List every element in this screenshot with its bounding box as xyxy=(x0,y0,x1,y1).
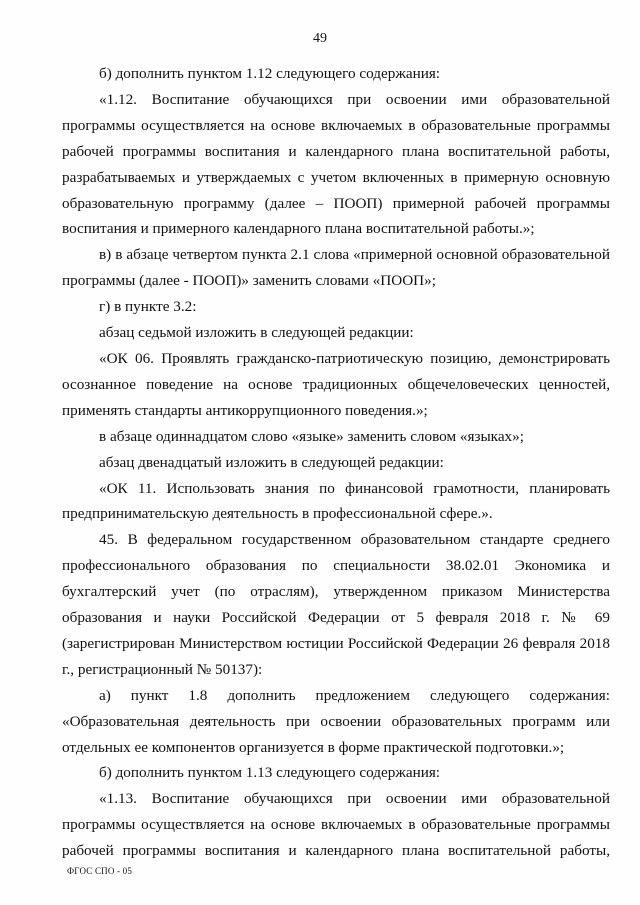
paragraph-seventh-abzac: абзац седьмой изложить в следующей редакции: xyxy=(99,324,414,342)
paragraph-b-clause-1-12: б) дополнить пунктом 1.12 следующего содержания: xyxy=(99,65,441,82)
paragraph-twelfth-abzac: абзац двенадцатый изложить в следующей редакции: xyxy=(99,453,444,471)
paragraph-b-clause-1-13: б) дополнить пунктом 1.13 следующего содержания: xyxy=(99,764,441,782)
page-number: 49 xyxy=(313,31,327,46)
paragraph-g-clause-3-2: г) в пункте 3.2: xyxy=(99,298,197,316)
document-body xyxy=(62,61,610,864)
paragraph-ok-06: «ОК 06. Проявлять гражданско-патриотическую позицию, демонстрировать осознанное поведение на основе традиционных общечеловеческих ценностей, применять стандарты антикоррупционного поведения.»; xyxy=(62,349,610,419)
paragraph-item-45: 45. В федеральном государственном образовательном стандарте среднего профессионального образования по специальности 38.02.01 Экономика и бухгалтерский учет (по отраслям), утвержденном приказом Министерства образования и науки Российской Федерации от 5 февраля 2018 г. № 69 (зарегистрирован Министерством юстиции Российской Федерации 26 февраля 2018 г., регистрационный № 50137): xyxy=(62,531,610,678)
paragraph-v-clause-2-1: в) в абзаце четвертом пункта 2.1 слова «примерной основной образовательной программы (далее - ПООП)» заменить словами «ПООП»; xyxy=(62,246,610,290)
paragraph-ok-11: «ОК 11. Использовать знания по финансовой грамотности, планировать предпринимательскую деятельность в профессиональной сфере.». xyxy=(62,479,610,523)
paragraph-a-clause-1-8: а) пункт 1.8 дополнить предложением следующего содержания: «Образовательная деятельность при освоении образовательных программ или отдельных ее компонентов организуется в форме практической подготовки.»; xyxy=(62,686,610,756)
paragraph-clause-1-12-text: «1.12. Воспитание обучающихся при освоении ими образовательной программы осуществляется на основе включаемых в образовательные программы рабочей программы воспитания и календарного плана воспитательной работы, разрабатываемых и утверждаемых с учетом включенных в примерную основную образовательную программу (далее – ПООП) примерной рабочей программы воспитания и примерного календарного плана воспитательной работы.»; xyxy=(62,90,610,238)
footer-code: ФГОС СПО - 05 xyxy=(67,866,133,876)
paragraph-clause-1-13-text: «1.13. Воспитание обучающихся при освоении ими образовательной программы осуществляется на основе включаемых в образовательные программы рабочей программы воспитания и календарного плана воспитательной работы, xyxy=(62,790,610,860)
paragraph-eleventh-abzac: в абзаце одиннадцатом слово «языке» заменить словом «языках»; xyxy=(99,427,524,445)
